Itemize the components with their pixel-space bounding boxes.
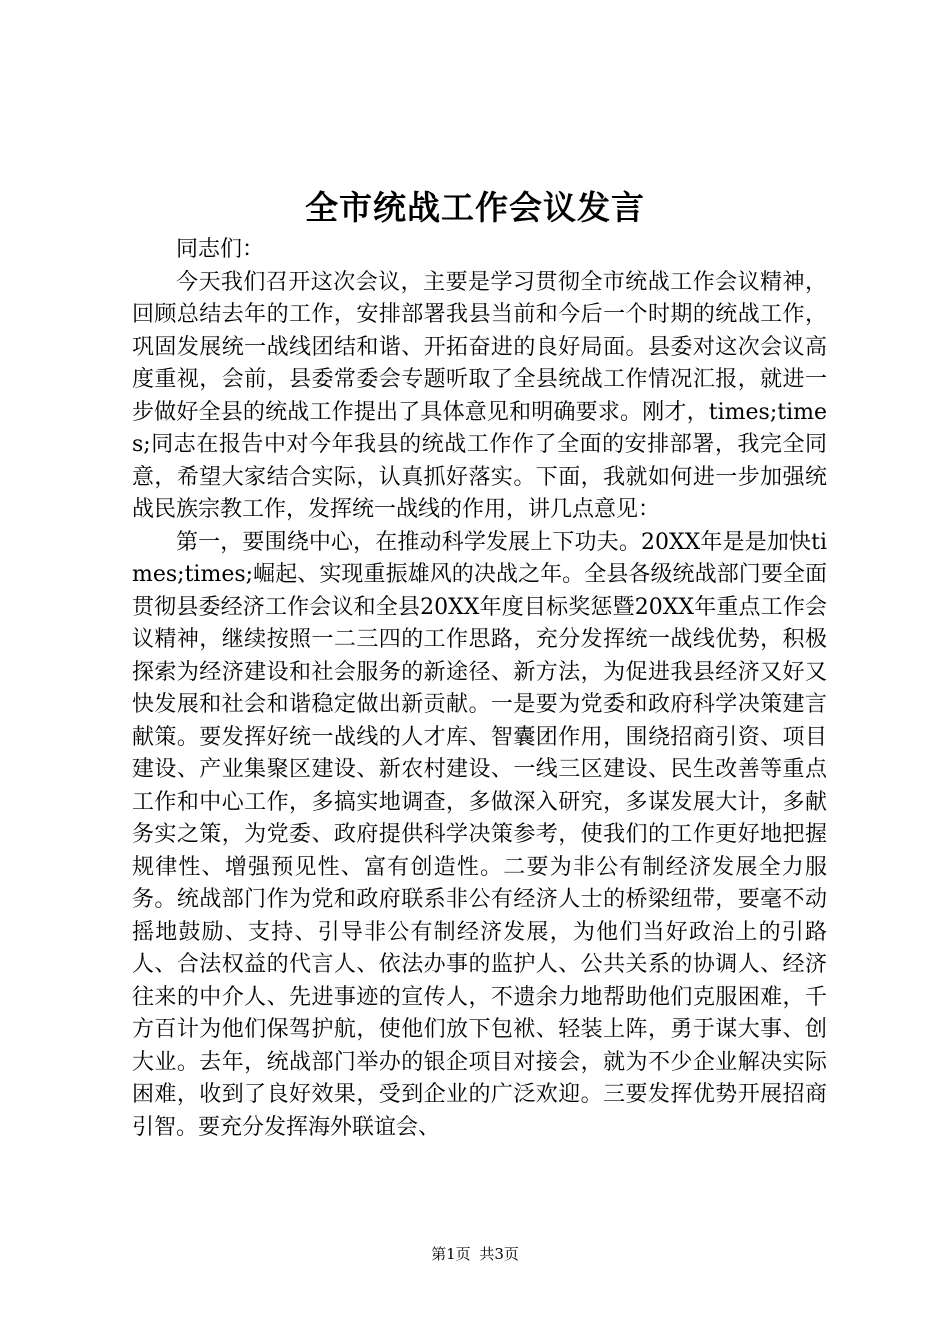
greeting-line: 同志们： (176, 237, 265, 262)
page-number-current: 第1页 (431, 1245, 471, 1263)
document-title: 全市统战工作会议发言 (305, 188, 645, 227)
page-number-total: 共3页 (479, 1245, 519, 1263)
paragraph-1: 今天我们召开这次会议，主要是学习贯彻全市统战工作会议精神，回顾总结去年的工作，安排部署我县当前和今后一个时期的统战工作，巩固发展统一战线团结和谐、开拓奋进的良好局面。县委对这次会议高度重视，会前，县委常委会专题听取了全县统战工作情况汇报，就进一步做好全县的统战工作提出了具体意见和明确要求。刚才，times;times;同志在报告中对今年我县的统战工作作了全面的安排部署，我完全同意，希望大家结合实际，认真抓好落实。下面，我就如何进一步加强统战民族宗教工作，发挥统一战线的作用，讲几点意见： (132, 269, 827, 522)
page-footer (0, 1244, 950, 1264)
document-body (132, 234, 827, 1144)
paragraph-2: 第一，要围绕中心，在推动科学发展上下功夫。20XX年是是加快times;times;崛起、实现重振雄风的决战之年。全县各级统战部门要全面贯彻县委经济工作会议和全县20XX年度目标奖惩暨20XX年重点工作会议精神，继续按照一二三四的工作思路，充分发挥统一战线优势，积极探索为经济建设和社会服务的新途径、新方法，为促进我县经济又好又快发展和社会和谐稳定做出新贡献。一是要为党委和政府科学决策建言献策。要发挥好统一战线的人才库、智囊团作用，围绕招商引资、项目建设、产业集聚区建设、新农村建设、一线三区建设、民生改善等重点工作和中心工作，多搞实地调查，多做深入研究，多谋发展大计，多献务实之策，为党委、政府提供科学决策参考，使我们的工作更好地把握规律性、增强预见性、富有创造性。二要为非公有制经济发展全力服务。统战部门作为党和政府联系非公有经济人士的桥梁纽带，要毫不动摇地鼓励、支持、引导非公有制经济发展，为他们当好政治上的引路人、合法权益的代言人、依法办事的监护人、公共关系的协调人、经济往来的中介人、先进事迹的宣传人，不遗余力地帮助他们克服困难，千方百计为他们保驾护航，使他们放下包袱、轻装上阵，勇于谋大事、创大业。去年，统战部门举办的银企项目对接会，就为不少企业解决实际困难，收到了良好效果，受到企业的广泛欢迎。三要发挥优势开展招商引智。要充分发挥海外联谊会、 (132, 529, 827, 1140)
